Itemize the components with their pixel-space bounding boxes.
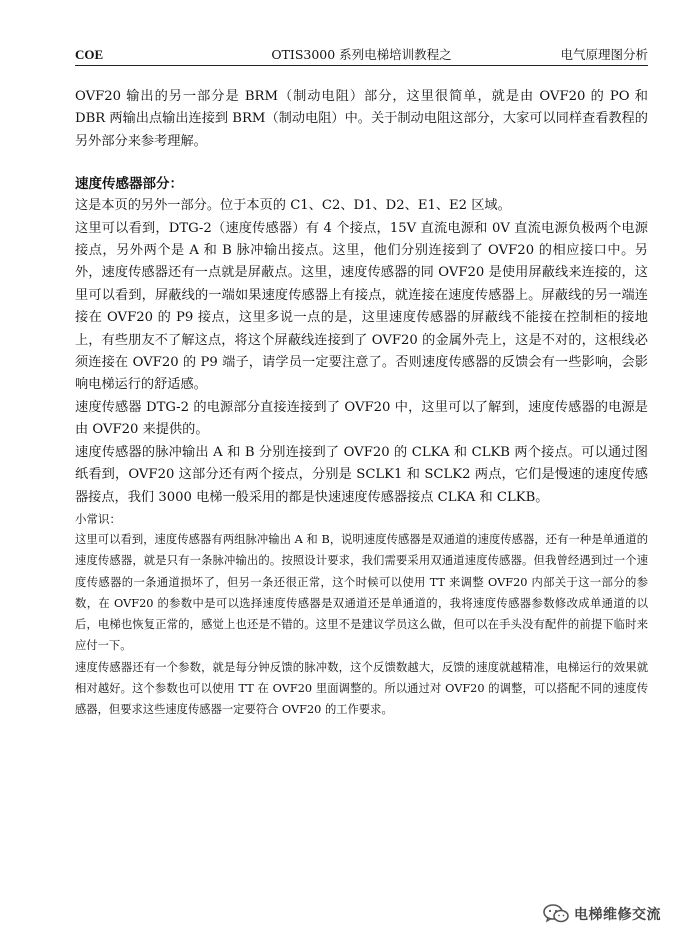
header-divider <box>75 65 648 66</box>
header-title: OTIS3000 系列电梯培训教程之 <box>271 47 452 62</box>
watermark <box>543 903 661 925</box>
spacer <box>75 153 648 173</box>
watermark-text: 电梯维修交流 <box>574 907 661 923</box>
document-body <box>75 86 648 721</box>
page-header <box>75 46 648 68</box>
paragraph-power-supply: 速度传感器 DTG-2 的电源部分直接连接到了 OVF20 中，这里可以了解到，速度传感器的电源是由 OVF20 来提供的。 <box>75 399 648 438</box>
wechat-icon <box>543 904 569 924</box>
note-paragraph-pulses: 速度传感器还有一个参数，就是每分钟反馈的脉冲数，这个反馈数越大，反馈的速度就越精准，电梯运行的效果就相对越好。这个参数也可以使用 TT 在 OVF20 里面调整的。所以通过对 OVF20 的调整，可以搭配不同的速度传感器，但要求这些速度传感器一定要符合 OVF20 的工作要求。 <box>75 660 648 717</box>
paragraph-pulse-output: 速度传感器的脉冲输出 A 和 B 分别连接到了 OVF20 的 CLKA 和 CLKB 两个接点。可以通过图纸看到，OVF20 这部分还有两个接点，分别是 SCLK1 和 SCLK2 两点，它们是慢速的速度传感器接点，我们 3000 电梯一般采用的都是快速速度传感器接点 CLKA 和 CLKB。 <box>75 444 648 505</box>
note-title: 小常识： <box>75 511 121 526</box>
header-right: 电气原理图分析 <box>560 47 648 62</box>
paragraph-brm: OVF20 输出的另一部分是 BRM（制动电阻）部分，这里很简单，就是由 OVF20 的 PO 和 DBR 两输出点输出连接到 BRM（制动电阻）中。关于制动电阻这部分，大家可以同样查看教程的另外部分来参考理解。 <box>75 89 648 149</box>
header-left: COE <box>75 47 104 62</box>
paragraph-location: 这是本页的另外一部分。位于本页的 C1、C2、D1、D2、E1、E2 区域。 <box>75 198 511 214</box>
section-title-speed-sensor: 速度传感器部分： <box>75 176 183 193</box>
note-paragraph-channels: 这里可以看到，速度传感器有两组脉冲输出 A 和 B，说明速度传感器是双通道的速度传感器，还有一种是单通道的速度传感器，就是只有一条脉冲输出的。按照设计要求，我们需要采用双通道速度传感器。但我曾经遇到过一个速度传感器的一条通道损坏了，但另一条还很正常，这个时候可以使用 TT 来调整 OVF20 内部关于这一部分的参数，在 OVF20 的参数中是可以选择速度传感器是双通道还是单通道的，我将速度传感器参数修改成单通道的以后，电梯也恢复正常的，感觉上也还是不错的。这里不是建议学员这么做，但可以在手头没有配件的前提下临时来应付一下。 <box>75 532 648 653</box>
paragraph-dtg2-contacts: 这里可以看到，DTG-2（速度传感器）有 4 个接点，15V 直流电源和 0V 直流电源负极两个电源接点，另外两个是 A 和 B 脉冲输出接点。这里，他们分别连接到了 OVF20 的相应接口中。另外，速度传感器还有一点就是屏蔽点。这里，速度传感器的同 OVF20 是使用屏蔽线来连接的，这里可以看到，屏蔽线的一端如果速度传感器上有接点，就连接在速度传感器上。屏蔽线的另一端连接在 OVF20 的 P9 接点，这里多说一点的是，这里速度传感器的屏蔽线不能接在控制柜的接地上，有些朋友不了解这点，将这个屏蔽线连接到了 OVF20 的金属外壳上，这是不对的，这根线必须连接在 OVF20 的 P9 端子，请学员一定要注意了。否则速度传感器的反馈会有一些影响，会影响电梯运行的舒适感。 <box>75 220 648 393</box>
